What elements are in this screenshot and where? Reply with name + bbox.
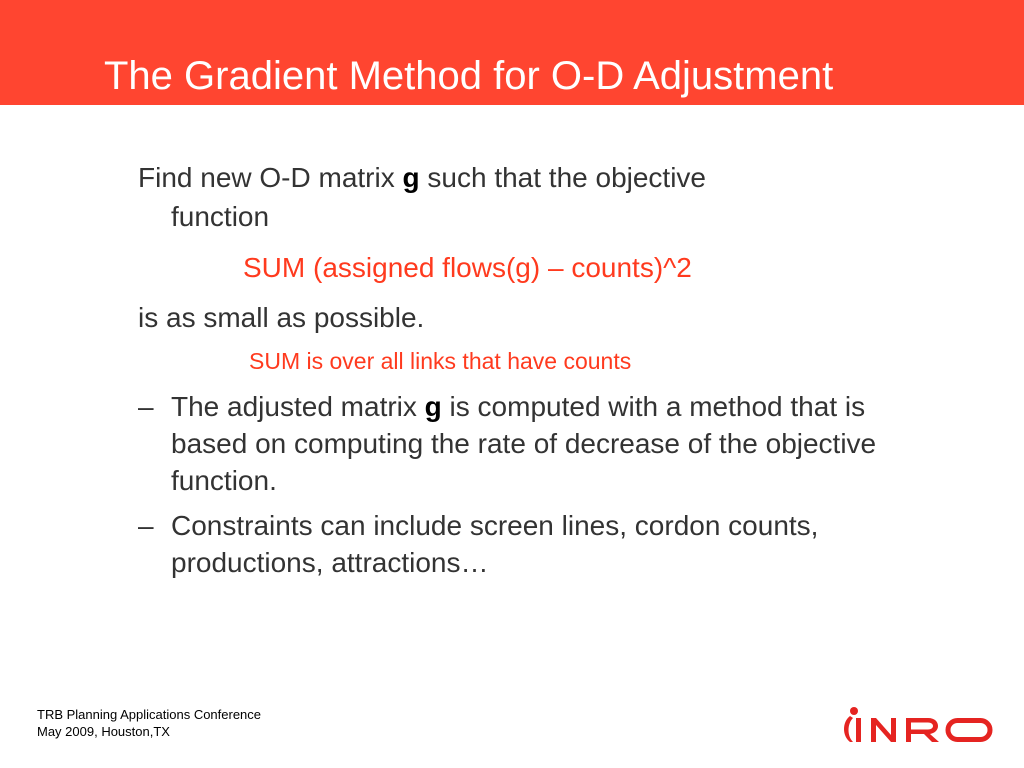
intro-text-end: such that the objective — [419, 162, 707, 193]
objective-formula: SUM (assigned flows(g) – counts)^2 — [243, 252, 692, 283]
intro-text-start: Find new O-D matrix — [138, 162, 403, 193]
conclusion-text: is as small as possible. — [138, 302, 425, 333]
bullet-text: Constraints can include screen lines, cordon counts, productions, attractions… — [171, 510, 819, 578]
bullet-item-constraints — [138, 507, 918, 581]
inro-logo-icon — [836, 698, 996, 748]
bullet-text-end: is computed with a method that is based on computing the rate of decrease of the objective function. — [171, 391, 877, 496]
matrix-g-bold: g — [424, 391, 442, 422]
bullet-item-adjusted-matrix — [138, 388, 918, 499]
footer-conference: TRB Planning Applications Conference — [37, 707, 262, 722]
matrix-g-bold: g — [402, 162, 420, 193]
footer-date-location: May 2009, Houston,TX — [37, 724, 170, 739]
slide-title: The Gradient Method for O-D Adjustment — [104, 54, 834, 98]
intro-paragraph — [138, 158, 878, 236]
bullet-dash: – — [138, 510, 154, 541]
bullet-dash: – — [138, 391, 154, 422]
sum-note: SUM is over all links that have counts — [249, 348, 632, 374]
footer — [37, 706, 261, 740]
bullet-text-start: The adjusted matrix — [171, 391, 425, 422]
bullet-text — [171, 388, 918, 499]
intro-text-line2: function — [171, 201, 270, 232]
